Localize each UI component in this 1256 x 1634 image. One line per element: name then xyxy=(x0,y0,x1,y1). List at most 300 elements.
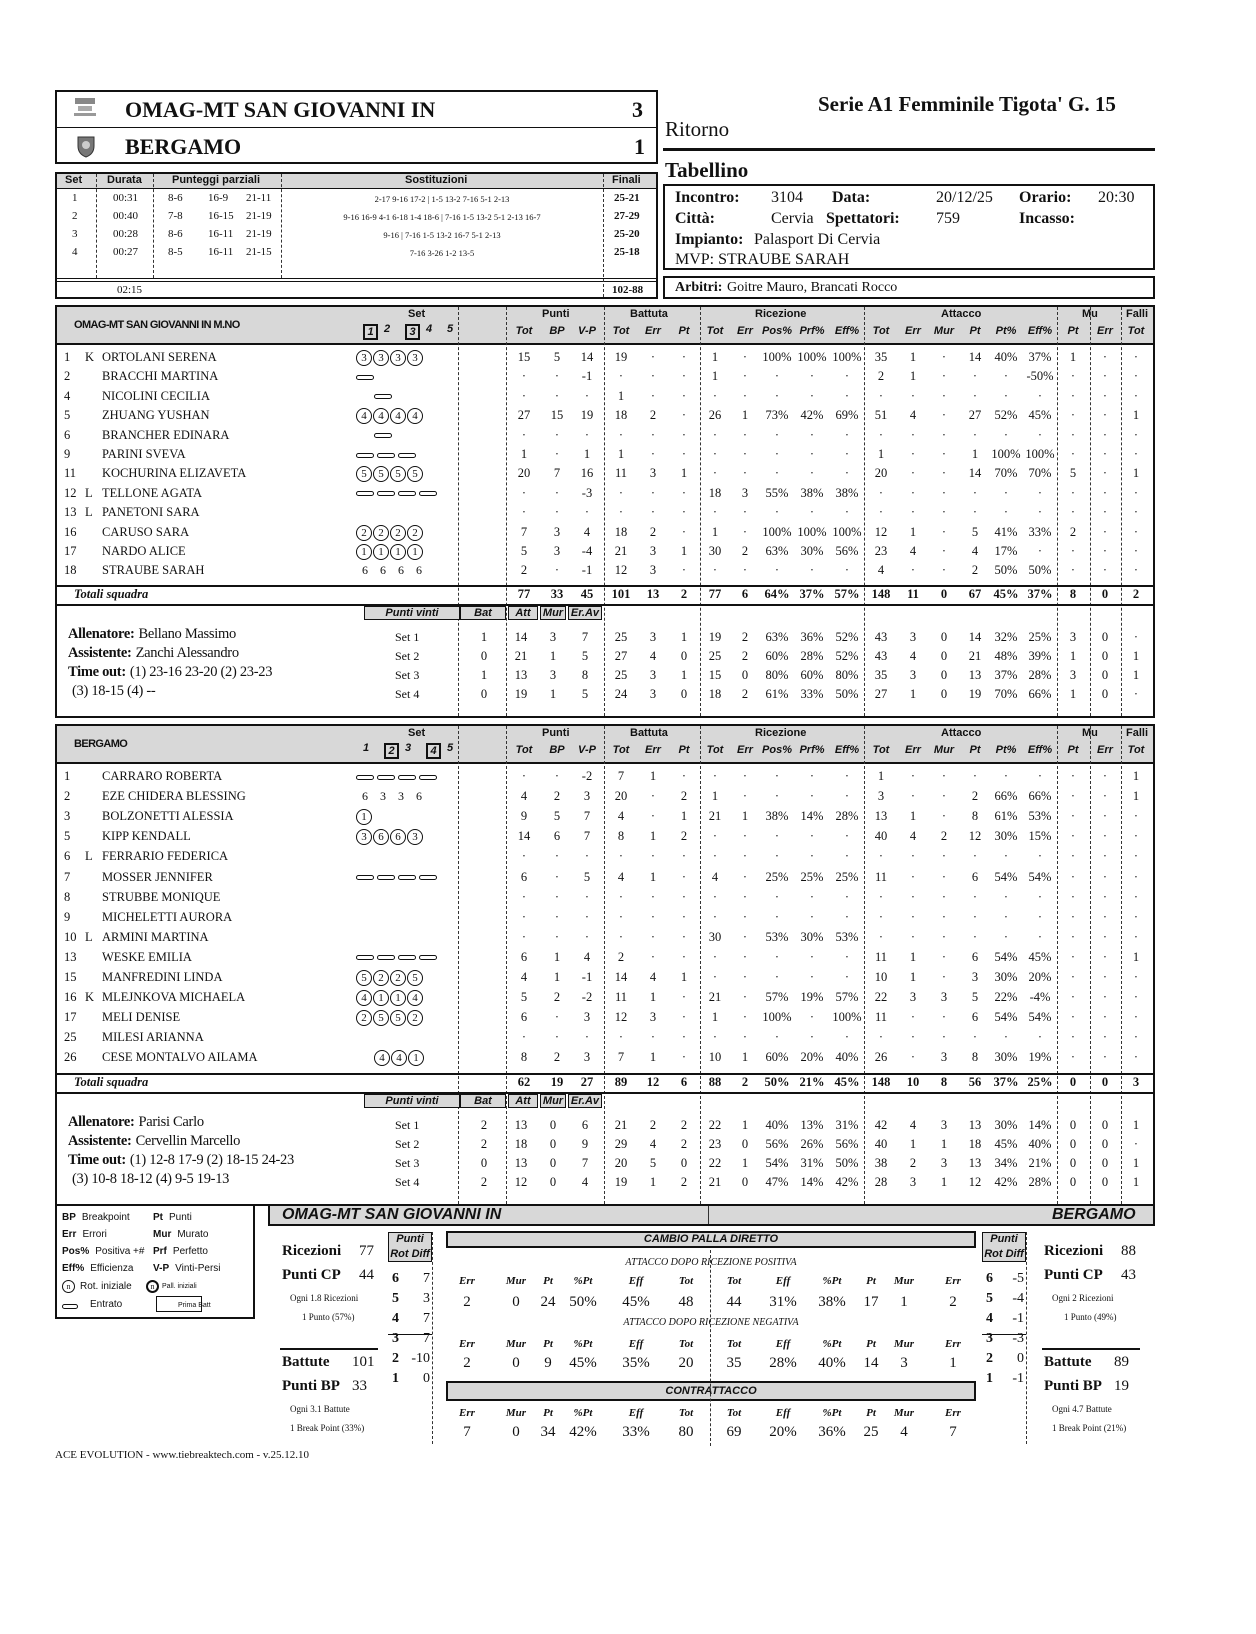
stat-cell: 54% xyxy=(994,869,1018,884)
stat-cell: · xyxy=(681,485,687,500)
home-group-falli: Falli xyxy=(1126,308,1149,320)
cambio-value: 2 xyxy=(949,1294,957,1310)
stat-cell: · xyxy=(1070,849,1076,864)
set-number: 2 xyxy=(72,210,78,222)
stat-cell: 42% xyxy=(800,408,824,423)
set-stat-cell: 0 xyxy=(1069,1174,1077,1189)
set-stat-cell: 54% xyxy=(765,1155,789,1170)
stat-cell: · xyxy=(712,970,718,984)
stat-cell: 2 xyxy=(680,829,688,844)
set-stat-cell: 3 xyxy=(649,629,657,644)
player-rotation xyxy=(356,485,440,503)
set-stat-cell: 14 xyxy=(968,629,982,644)
cp-value: 43 xyxy=(1121,1267,1136,1283)
set-final: 25-21 xyxy=(614,192,640,204)
col-head: Mur xyxy=(505,1275,527,1287)
set-stat-cell: 26% xyxy=(800,1136,824,1151)
player-rotation xyxy=(356,446,437,464)
stat-cell: 60% xyxy=(765,1050,789,1065)
stat-cell: 14 xyxy=(614,970,628,984)
stat-cell: · xyxy=(681,929,687,944)
stat-cell: · xyxy=(1070,447,1076,461)
stat-cell: · xyxy=(1133,350,1139,364)
rot-num: 1 xyxy=(392,1371,399,1386)
ric-label: Ricezioni xyxy=(282,1243,342,1259)
stat-cell: 3 xyxy=(971,970,979,984)
set-duration: 00:27 xyxy=(113,246,139,258)
stat-cell: 19 xyxy=(580,408,594,423)
stat-cell: · xyxy=(650,889,656,904)
stat-cell: · xyxy=(584,909,590,924)
sets-col-punteggi: Punteggi parziali xyxy=(172,174,261,186)
citta-value: Cervia xyxy=(771,210,814,227)
set-stat-cell: 1 xyxy=(480,667,488,682)
stat-cell: · xyxy=(1070,809,1076,824)
entered-marker xyxy=(356,491,374,496)
stat-cell: 1 xyxy=(680,809,688,824)
player-rotation xyxy=(356,562,428,580)
home-subhdr: Mur xyxy=(933,325,955,337)
rot-diff: -4 xyxy=(1012,1291,1024,1306)
stat-cell: 38% xyxy=(800,485,824,500)
set-row-label: Set 3 xyxy=(395,667,420,682)
set-final: 25-18 xyxy=(614,246,640,258)
stat-cell: 2 xyxy=(680,789,688,804)
ball-legend-icon: n xyxy=(146,1280,159,1293)
stat-cell: 1 xyxy=(741,1050,749,1065)
player-rotation xyxy=(356,929,428,947)
stat-cell: · xyxy=(774,889,780,904)
stat-cell: · xyxy=(1102,485,1108,500)
col-head: Eff xyxy=(775,1407,791,1419)
ric-value: 77 xyxy=(359,1243,374,1259)
set-stat-cell: 0 xyxy=(1101,648,1109,663)
stat-cell: 40 xyxy=(874,829,888,844)
cambio-value: 45% xyxy=(569,1355,597,1371)
rotation-circle: 5 xyxy=(407,466,423,482)
player-number: 5 xyxy=(64,408,71,423)
stat-cell: · xyxy=(1133,427,1139,442)
set-stat-cell: 7 xyxy=(581,629,589,644)
cambio-value: 48 xyxy=(678,1294,694,1310)
stat-cell: · xyxy=(1003,485,1009,500)
stat-cell: 21 xyxy=(708,809,722,824)
stat-cell: 4 xyxy=(520,789,528,804)
stat-cell: · xyxy=(1133,369,1139,384)
incontro-label: Incontro: xyxy=(675,189,740,206)
stat-cell: · xyxy=(1037,505,1043,520)
stat-cell: · xyxy=(742,829,748,844)
stat-cell: · xyxy=(521,369,527,384)
player-number: 4 xyxy=(64,388,71,403)
stat-cell: · xyxy=(650,427,656,442)
stat-cell: · xyxy=(681,505,687,520)
partial-score-2: 16-11 xyxy=(208,228,234,240)
set-stat-cell: 1 xyxy=(1069,686,1077,701)
set-stat-cell: 0 xyxy=(680,686,688,701)
col-head: Pt xyxy=(543,1407,553,1419)
stat-cell: · xyxy=(1102,1030,1108,1045)
stat-cell: 30% xyxy=(800,929,824,944)
player-number: 17 xyxy=(64,1010,77,1025)
set-final: 27-29 xyxy=(614,210,640,222)
stat-cell: · xyxy=(1070,369,1076,384)
col-head: Err xyxy=(945,1407,961,1419)
total-cell: 67 xyxy=(968,586,982,601)
stat-cell: 14 xyxy=(968,350,982,364)
stat-cell: · xyxy=(972,369,978,384)
rotation-circle: 2 xyxy=(390,970,406,986)
partial-score-1: 8-6 xyxy=(168,192,183,204)
home-set-num: 3 xyxy=(405,324,420,340)
stat-cell: 1 xyxy=(1069,350,1077,364)
away-subhdr: Eff% xyxy=(834,744,860,756)
stat-cell: 56% xyxy=(835,544,859,558)
stat-cell: · xyxy=(972,769,978,783)
stat-cell: · xyxy=(844,849,850,864)
rotation-plain: 3 xyxy=(380,789,386,804)
player-role: K xyxy=(85,990,95,1005)
set-stat-cell: 66% xyxy=(1028,686,1052,701)
rotation-circle: 2 xyxy=(407,525,423,541)
home-subhdr: V-P xyxy=(578,325,596,337)
cambio-value: 1 xyxy=(949,1355,957,1371)
player-number: 8 xyxy=(64,889,71,904)
stat-cell: 6 xyxy=(520,1010,528,1025)
staff-line: Allenatore: Bellano Massimo xyxy=(68,625,236,642)
stat-cell: · xyxy=(742,1010,748,1025)
rot-num: 2 xyxy=(392,1351,399,1366)
total-cell: 50% xyxy=(764,1074,790,1089)
cambio-value: 44 xyxy=(726,1294,742,1310)
set-stat-cell: 3 xyxy=(1069,667,1077,682)
stat-cell: 2 xyxy=(649,524,657,539)
away-set-num: 5 xyxy=(447,742,454,754)
stat-cell: 12 xyxy=(968,829,982,844)
set-stat-cell: 37% xyxy=(994,667,1018,682)
stat-cell: · xyxy=(584,1030,590,1045)
stat-cell: · xyxy=(941,466,947,481)
ric-value: 88 xyxy=(1121,1243,1136,1259)
stat-cell: · xyxy=(521,929,527,944)
stat-cell: · xyxy=(941,427,947,442)
set-number: 4 xyxy=(72,246,78,258)
set-stat-cell: 0 xyxy=(549,1174,557,1189)
set-stat-cell: 12 xyxy=(968,1174,982,1189)
set-stat-cell: 4 xyxy=(649,1136,657,1151)
stat-cell: · xyxy=(809,563,815,578)
stat-cell: 100% xyxy=(832,350,862,364)
total-cell: 6 xyxy=(741,586,749,601)
partial-score-1: 7-8 xyxy=(168,210,183,222)
stat-cell: · xyxy=(1037,1030,1043,1045)
stat-cell: · xyxy=(941,1030,947,1045)
stat-cell: 4 xyxy=(617,809,625,824)
stat-cell: · xyxy=(941,889,947,904)
away-logo-icon xyxy=(74,134,98,158)
stat-cell: · xyxy=(554,869,560,884)
legend-rot: Rot. iniziale xyxy=(80,1281,132,1292)
set-subhdr: Mur xyxy=(542,1094,564,1107)
entered-marker xyxy=(398,491,416,496)
stat-cell: 6 xyxy=(971,949,979,964)
stat-cell: · xyxy=(618,909,624,924)
stat-cell: · xyxy=(1070,427,1076,442)
stat-cell: · xyxy=(584,849,590,864)
stat-cell: 6 xyxy=(971,1010,979,1025)
stat-cell: 12 xyxy=(614,1010,628,1025)
stat-cell: 11 xyxy=(874,869,888,884)
stat-cell: · xyxy=(1102,869,1108,884)
rotation-circle: 4 xyxy=(356,990,372,1006)
stat-cell: · xyxy=(1102,829,1108,844)
stat-cell: -4 xyxy=(581,544,593,558)
player-role: K xyxy=(85,350,95,364)
ogni-1: Ogni 2 Ricezioni xyxy=(1052,1293,1114,1303)
col-head: %Pt xyxy=(822,1407,842,1419)
set-subhdr: Bat xyxy=(474,606,492,619)
entered-marker xyxy=(374,433,392,438)
rotation-circle: 1 xyxy=(390,544,406,560)
stat-cell: 37% xyxy=(1028,350,1052,364)
set-stat-cell: 30% xyxy=(994,1117,1018,1132)
player-number: 5 xyxy=(64,829,71,844)
stat-cell: 1 xyxy=(909,970,917,984)
partial-score-3: 21-19 xyxy=(246,210,272,222)
orario-value: 20:30 xyxy=(1098,189,1135,206)
rotation-circle: 1 xyxy=(373,990,389,1006)
stat-cell: · xyxy=(1070,829,1076,844)
impianto-value: Palasport Di Cervia xyxy=(754,231,881,248)
stat-cell: 61% xyxy=(994,809,1018,824)
home-subhdr: Pos% xyxy=(762,325,792,337)
rotation-plain: 6 xyxy=(362,789,368,804)
stat-cell: 17% xyxy=(994,544,1018,558)
stat-cell: 33% xyxy=(1028,524,1052,539)
player-rotation xyxy=(356,427,431,445)
stat-cell: 50% xyxy=(994,563,1018,578)
stat-cell: -1 xyxy=(581,970,593,984)
entered-marker xyxy=(377,775,395,780)
stat-cell: · xyxy=(972,909,978,924)
stat-cell: · xyxy=(910,1050,916,1065)
entered-marker xyxy=(356,955,374,960)
stat-cell: 6 xyxy=(520,869,528,884)
stat-cell: · xyxy=(742,849,748,864)
stat-cell: · xyxy=(774,388,780,403)
stat-cell: · xyxy=(774,849,780,864)
player-number: 2 xyxy=(64,369,71,384)
stat-cell: 1 xyxy=(583,447,591,461)
player-role: L xyxy=(85,505,93,520)
player-number: 1 xyxy=(64,350,71,364)
rotation-circle: 6 xyxy=(373,829,389,845)
total-cell: 0 xyxy=(1101,586,1109,601)
stat-cell: 1 xyxy=(909,350,917,364)
set-row-label: Set 3 xyxy=(395,1155,420,1170)
away-subhdr: Prf% xyxy=(799,744,825,756)
set-stat-cell: 34% xyxy=(994,1155,1018,1170)
stat-cell: · xyxy=(1102,789,1108,804)
stat-cell: 4 xyxy=(971,544,979,558)
stat-cell: · xyxy=(844,427,850,442)
bat-label: Battute xyxy=(282,1354,330,1370)
stat-cell: · xyxy=(941,505,947,520)
cambio-value: 3 xyxy=(900,1355,908,1371)
player-number: 3 xyxy=(64,809,71,824)
player-name: CESE MONTALVO AILAMA xyxy=(102,1050,258,1065)
stat-cell: · xyxy=(1070,505,1076,520)
bat-value: 89 xyxy=(1114,1354,1129,1370)
stat-cell: · xyxy=(1037,909,1043,924)
stat-cell: · xyxy=(742,889,748,904)
stat-cell: 30% xyxy=(994,970,1018,984)
set-stat-cell: 3 xyxy=(1069,629,1077,644)
stat-cell: · xyxy=(1133,1030,1139,1045)
stat-cell: · xyxy=(972,1030,978,1045)
entered-marker xyxy=(356,775,374,780)
set-stat-cell: 21 xyxy=(614,1117,628,1132)
stat-cell: 15 xyxy=(517,350,531,364)
stat-cell: 22% xyxy=(994,990,1018,1005)
entered-marker xyxy=(356,375,374,380)
set-stat-cell: 3 xyxy=(549,667,557,682)
set-stat-cell: 0 xyxy=(1101,667,1109,682)
cambio-value: 28% xyxy=(769,1355,797,1371)
stat-cell: · xyxy=(1037,427,1043,442)
stat-cell: 1 xyxy=(617,447,625,461)
stat-cell: 100% xyxy=(797,350,827,364)
entered-legend-icon xyxy=(62,1304,78,1309)
set-stat-cell: 4 xyxy=(649,648,657,663)
set-stat-cell: 0 xyxy=(1101,1174,1109,1189)
stat-cell: · xyxy=(1133,829,1139,844)
stat-cell: · xyxy=(1133,970,1139,984)
stat-cell: · xyxy=(1102,408,1108,423)
stat-cell: · xyxy=(742,563,748,578)
total-cell: 77 xyxy=(708,586,722,601)
set-row-label: Set 4 xyxy=(395,686,420,701)
stat-cell: · xyxy=(774,829,780,844)
stat-cell: · xyxy=(1003,929,1009,944)
total-cell: 64% xyxy=(764,586,790,601)
set-stat-cell: 0 xyxy=(741,1136,749,1151)
stat-cell: 2 xyxy=(971,563,979,578)
away-subhdr: Pos% xyxy=(762,744,792,756)
home-score: 3 xyxy=(632,97,643,122)
stat-cell: · xyxy=(521,388,527,403)
set-stat-cell: 39% xyxy=(1028,648,1052,663)
stat-cell: 8 xyxy=(520,1050,528,1065)
stat-cell: · xyxy=(650,929,656,944)
rot-head-2: Rot Diff xyxy=(984,1248,1024,1260)
cambio-value: 9 xyxy=(544,1355,552,1371)
stat-cell: · xyxy=(972,889,978,904)
set-stat-cell: 5 xyxy=(649,1155,657,1170)
total-cell: 13 xyxy=(646,586,660,601)
stat-cell: · xyxy=(878,1030,884,1045)
stat-cell: · xyxy=(1003,369,1009,384)
set-stat-cell: 14 xyxy=(514,629,528,644)
rotation-circle: 2 xyxy=(390,525,406,541)
cambio-value: 24 xyxy=(540,1294,556,1310)
set-stat-cell: 80% xyxy=(765,667,789,682)
stat-cell: 16 xyxy=(580,466,594,481)
set-stat-cell: 0 xyxy=(940,629,948,644)
rot-diff: 3 xyxy=(423,1291,430,1306)
set-stat-cell: 0 xyxy=(480,1155,488,1170)
stat-cell: 40% xyxy=(835,1050,859,1065)
set-stat-cell: 25 xyxy=(614,667,628,682)
stat-cell: 54% xyxy=(1028,869,1052,884)
away-totals-label: Totali squadra xyxy=(74,1074,149,1089)
entered-marker xyxy=(419,775,437,780)
set-final: 25-20 xyxy=(614,228,640,240)
stat-cell: · xyxy=(681,408,687,423)
total-cell: 0 xyxy=(940,586,948,601)
stat-cell: 5 xyxy=(971,990,979,1005)
stat-cell: · xyxy=(941,769,947,783)
stat-cell: · xyxy=(809,1010,815,1025)
stat-cell: · xyxy=(774,369,780,384)
stat-cell: · xyxy=(910,1010,916,1025)
pos-header: ATTACCO DOPO RICEZIONE POSITIVA xyxy=(625,1257,797,1268)
stat-cell: · xyxy=(650,1030,656,1045)
stat-cell: · xyxy=(742,1030,748,1045)
partial-score-1: 8-5 xyxy=(168,246,183,258)
stat-cell: 6 xyxy=(553,829,561,844)
set-stat-cell: 1 xyxy=(940,1136,948,1151)
stat-cell: · xyxy=(1070,929,1076,944)
set-stat-cell: 42% xyxy=(835,1174,859,1189)
stat-cell: · xyxy=(1102,447,1108,461)
set-stat-cell: 56% xyxy=(835,1136,859,1151)
stat-cell: 1 xyxy=(649,769,657,783)
ogni-2b: 1 Break Point (33%) xyxy=(290,1423,365,1433)
stat-cell: 1 xyxy=(553,949,561,964)
stat-cell: 4 xyxy=(520,970,528,984)
player-number: 10 xyxy=(64,929,77,944)
player-rotation xyxy=(356,407,424,425)
stat-cell: 21 xyxy=(708,990,722,1005)
set-stat-cell: 2 xyxy=(680,1174,688,1189)
home-logo-icon xyxy=(72,96,98,118)
stat-cell: · xyxy=(681,849,687,864)
stat-cell: · xyxy=(1070,485,1076,500)
stat-cell: · xyxy=(910,789,916,804)
stat-cell: 100% xyxy=(762,1010,792,1025)
col-head: Pt xyxy=(866,1275,876,1287)
stat-cell: 3 xyxy=(583,789,591,804)
set-stat-cell: 63% xyxy=(765,629,789,644)
home-subhdr: Err xyxy=(737,325,753,337)
stat-cell: 1 xyxy=(877,447,885,461)
total-cell: 37% xyxy=(1027,586,1053,601)
set-subhdr: Er.Av xyxy=(570,606,600,619)
away-group-ricezione: Ricezione xyxy=(755,727,807,739)
set-stat-cell: 25 xyxy=(708,648,722,663)
stat-cell: 100% xyxy=(991,447,1021,461)
away-subhdr: Pt xyxy=(678,744,690,756)
player-name: KOCHURINA ELIZAVETA xyxy=(102,466,247,481)
stat-cell: · xyxy=(554,849,560,864)
player-rotation xyxy=(356,1029,428,1047)
set-row-label: Set 1 xyxy=(395,1117,420,1132)
set-stat-cell: · xyxy=(1133,686,1139,701)
rotation-plain: 3 xyxy=(398,789,404,804)
entered-marker xyxy=(377,491,395,496)
col-head: Err xyxy=(459,1407,475,1419)
